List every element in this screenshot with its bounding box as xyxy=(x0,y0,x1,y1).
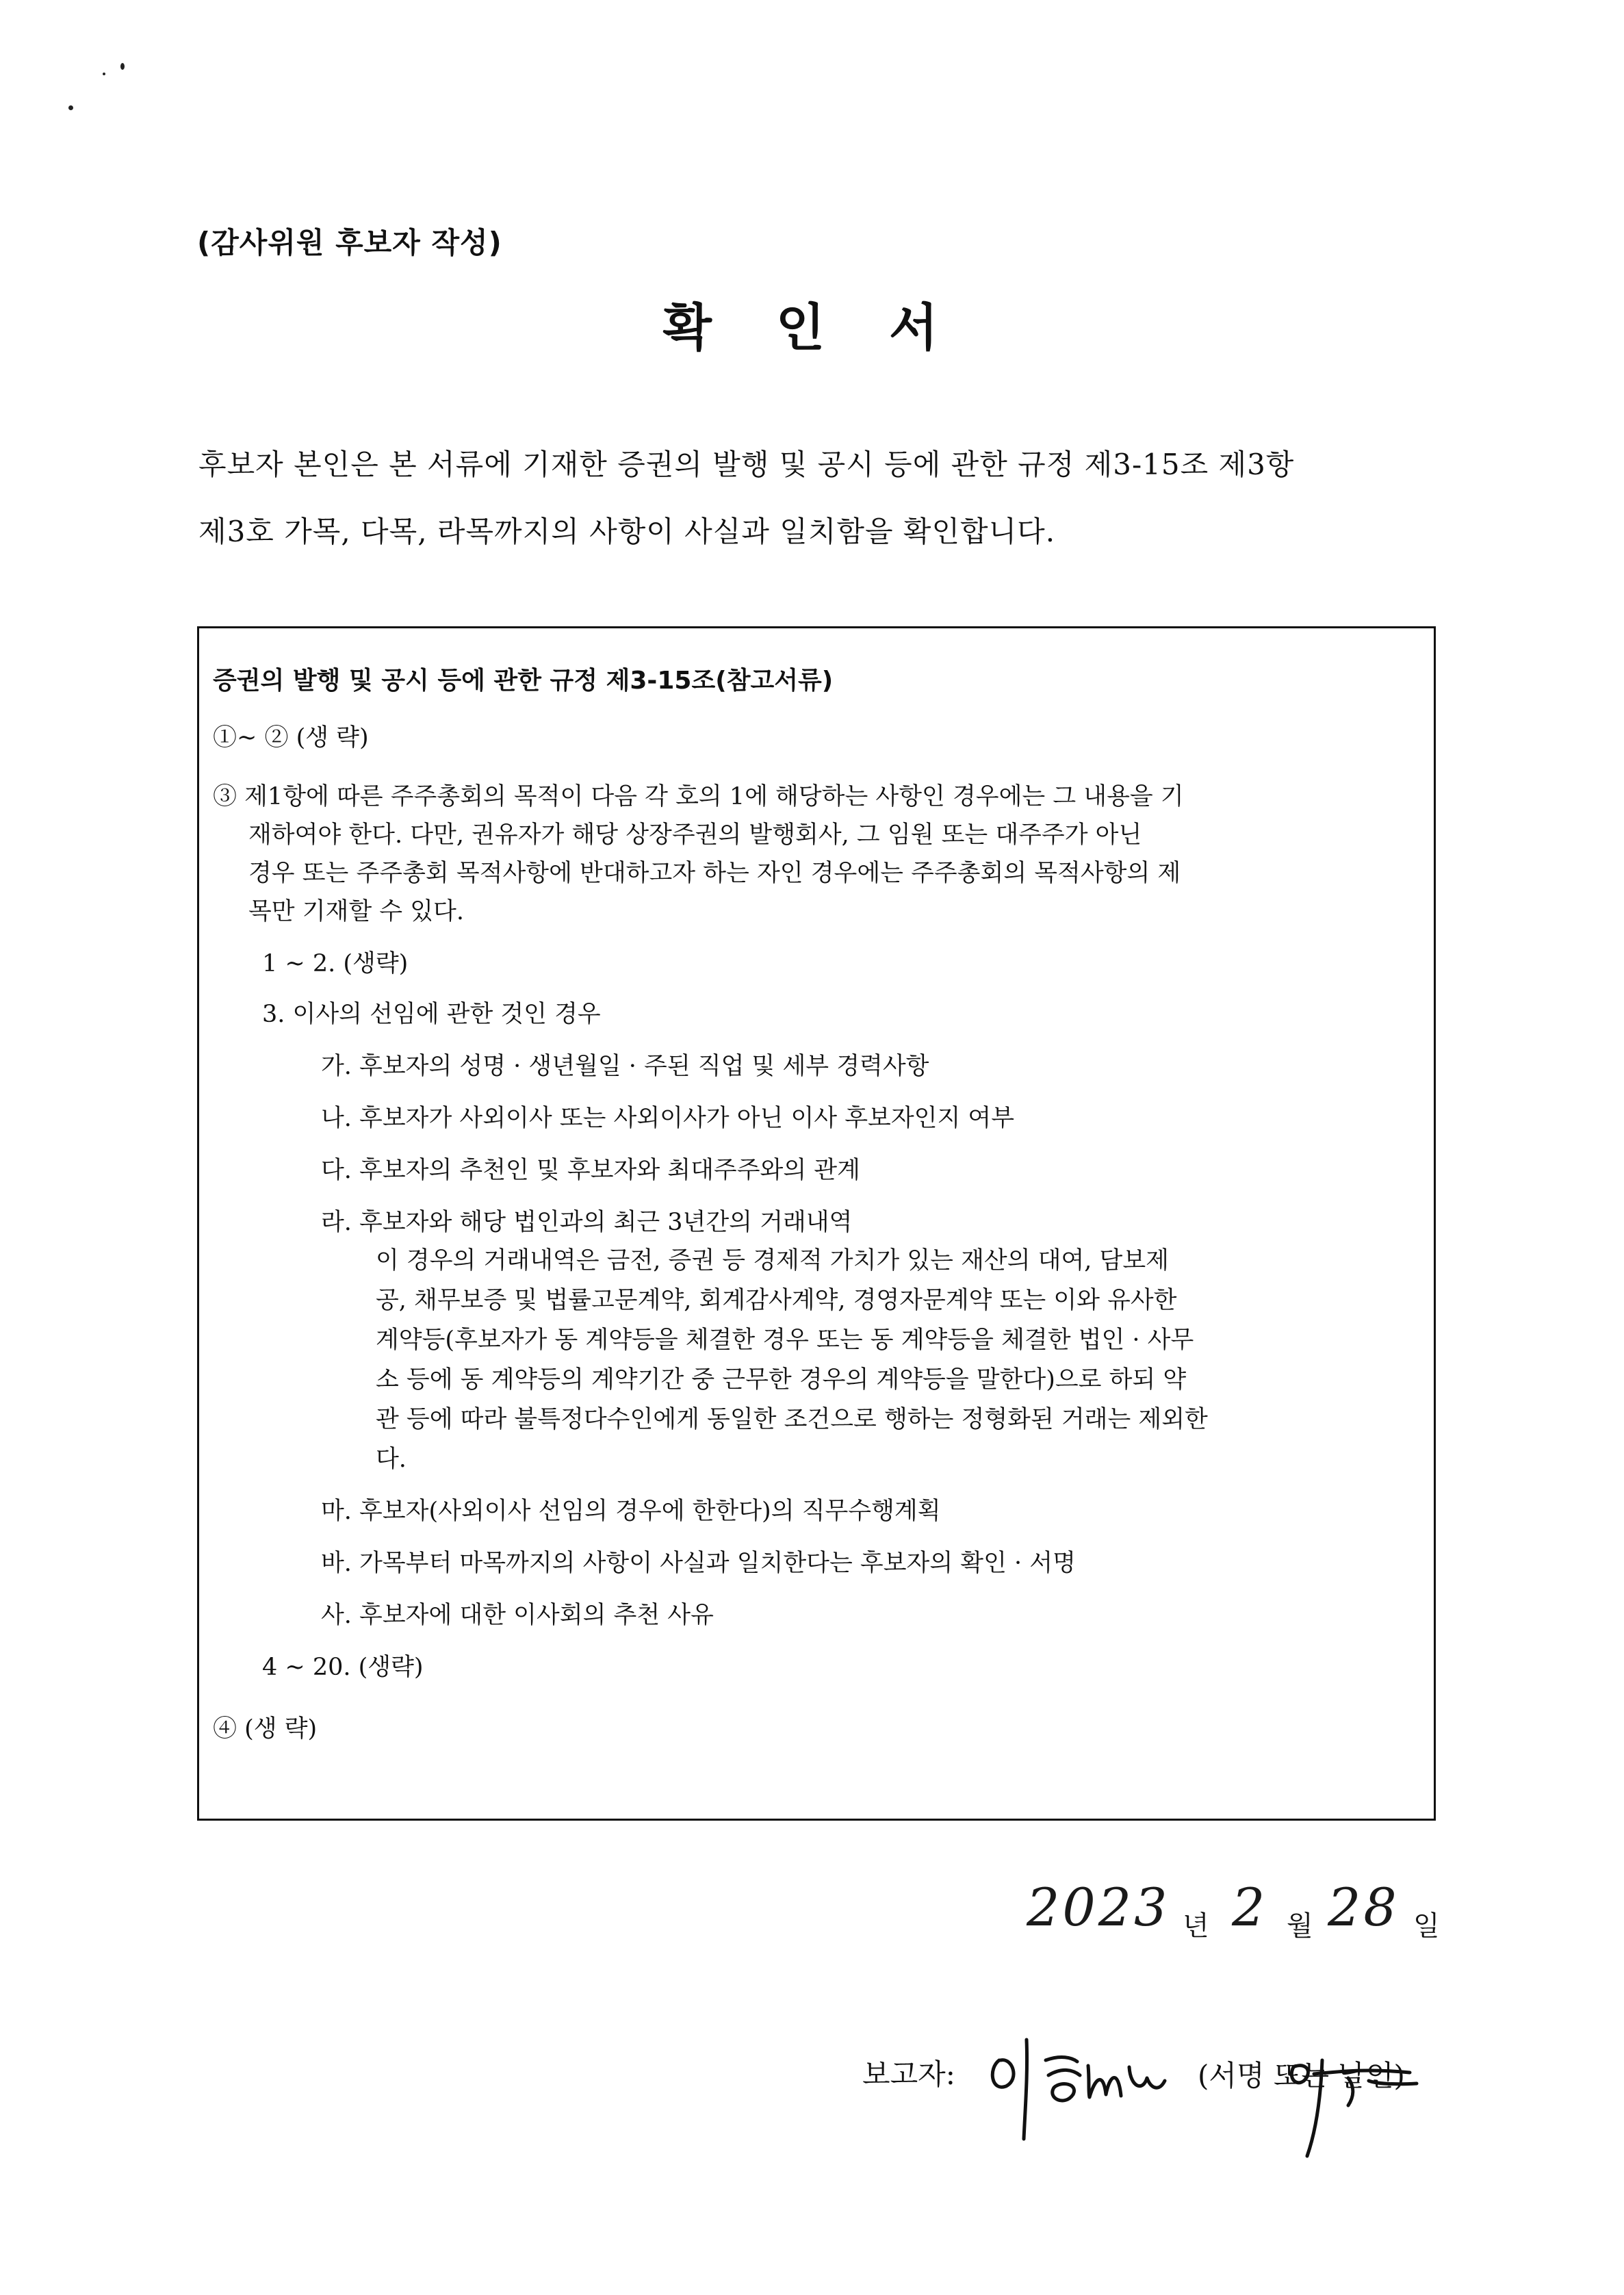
sub-item-ba: 바. 가목부터 마목까지의 사항이 사실과 일치한다는 후보자의 확인 · 서명 xyxy=(321,1550,1076,1577)
reporter-label: 보고자: xyxy=(862,2057,955,2091)
paragraph-3-line: 경우 또는 주주총회 목적사항에 반대하고자 하는 자인 경우에는 주주총회의 목적사항의 제 xyxy=(248,860,1181,887)
sub-item-da: 다. 후보자의 추천인 및 후보자와 최대주주와의 관계 xyxy=(321,1157,860,1184)
paragraph-4: ④ (생 략) xyxy=(213,1715,318,1743)
sub-item-na: 나. 후보자가 사외이사 또는 사외이사가 아닌 이사 후보자인지 여부 xyxy=(321,1105,1015,1132)
item-1-2: 1 ~ 2. (생략) xyxy=(262,950,409,977)
reporter-line xyxy=(862,2026,1478,2149)
page-title: 확 인 서 xyxy=(662,298,962,357)
month-unit: 월 xyxy=(1287,1910,1313,1942)
sub-item-ra-detail: 공, 채무보증 및 법률고문계약, 회계감사계약, 경영자문계약 또는 이와 유사한 xyxy=(376,1287,1177,1314)
item-4-20: 4 ~ 20. (생략) xyxy=(262,1654,424,1681)
paragraph-1-2: ①~ ② (생 략) xyxy=(213,724,369,752)
year-unit: 년 xyxy=(1183,1910,1209,1942)
handwritten-day: 28 xyxy=(1328,1877,1400,1938)
date-line xyxy=(1027,1877,1465,1952)
item-3: 3. 이사의 선임에 관한 것인 경우 xyxy=(262,1001,601,1028)
day-unit: 일 xyxy=(1413,1910,1440,1942)
handwritten-year: 2023 xyxy=(1027,1877,1170,1938)
intro-paragraph xyxy=(198,431,1417,565)
sub-item-ma: 마. 후보자(사외이사 선임의 경우에 한한다)의 직무수행계획 xyxy=(321,1498,941,1525)
sub-item-ra-detail: 이 경우의 거래내역은 금전, 증권 등 경제적 가치가 있는 재산의 대여, 담보제 xyxy=(376,1247,1169,1274)
sub-item-ga: 가. 후보자의 성명 · 생년월일 · 주된 직업 및 세부 경력사항 xyxy=(321,1053,929,1080)
paragraph-3-line: 재하여야 한다. 다만, 권유자가 해당 상장주권의 발행회사, 그 임원 또는 대주주가 아닌 xyxy=(248,821,1142,849)
scan-speck xyxy=(120,63,125,70)
intro-line: 후보자 본인은 본 서류에 기재한 증권의 발행 및 공시 등에 관한 규정 제3-15조 제3항 xyxy=(198,448,1295,481)
header-note: (감사위원 후보자 작성) xyxy=(197,226,502,259)
regulation-heading: 증권의 발행 및 공시 등에 관한 규정 제3-15조(참고서류) xyxy=(213,667,834,695)
sub-item-ra: 라. 후보자와 해당 법인과의 최근 3년간의 거래내역 xyxy=(321,1209,853,1236)
scan-speck xyxy=(103,73,105,75)
scan-speck xyxy=(68,105,73,110)
handwritten-initial-seal xyxy=(1273,2053,1437,2163)
sub-item-sa: 사. 후보자에 대한 이사회의 추천 사유 xyxy=(321,1602,714,1629)
sub-item-ra-detail: 다. xyxy=(376,1446,407,1473)
sub-item-ra-detail: 계약등(후보자가 동 계약등을 체결한 경우 또는 동 계약등을 체결한 법인 · 사무 xyxy=(376,1326,1194,1354)
handwritten-month: 2 xyxy=(1232,1877,1268,1938)
paragraph-3-line: 목만 기재할 수 있다. xyxy=(248,898,464,925)
paragraph-3-line: ③ 제1항에 따른 주주총회의 목적이 다음 각 호의 1에 해당하는 사항인 경우에는 그 내용을 기 xyxy=(213,783,1184,810)
seal-note: (서명 또는 날인) xyxy=(1198,2059,1405,2092)
intro-line: 제3호 가목, 다목, 라목까지의 사항이 사실과 일치함을 확인합니다. xyxy=(198,515,1056,548)
regulation-box xyxy=(197,626,1436,1821)
sub-item-ra-detail: 관 등에 따라 불특정다수인에게 동일한 조건으로 행하는 정형화된 거래는 제외한 xyxy=(376,1406,1208,1433)
sub-item-ra-detail: 소 등에 동 계약등의 계약기간 중 근무한 경우의 계약등을 말한다)으로 하되 약 xyxy=(376,1366,1187,1394)
handwritten-signature xyxy=(985,2012,1184,2149)
